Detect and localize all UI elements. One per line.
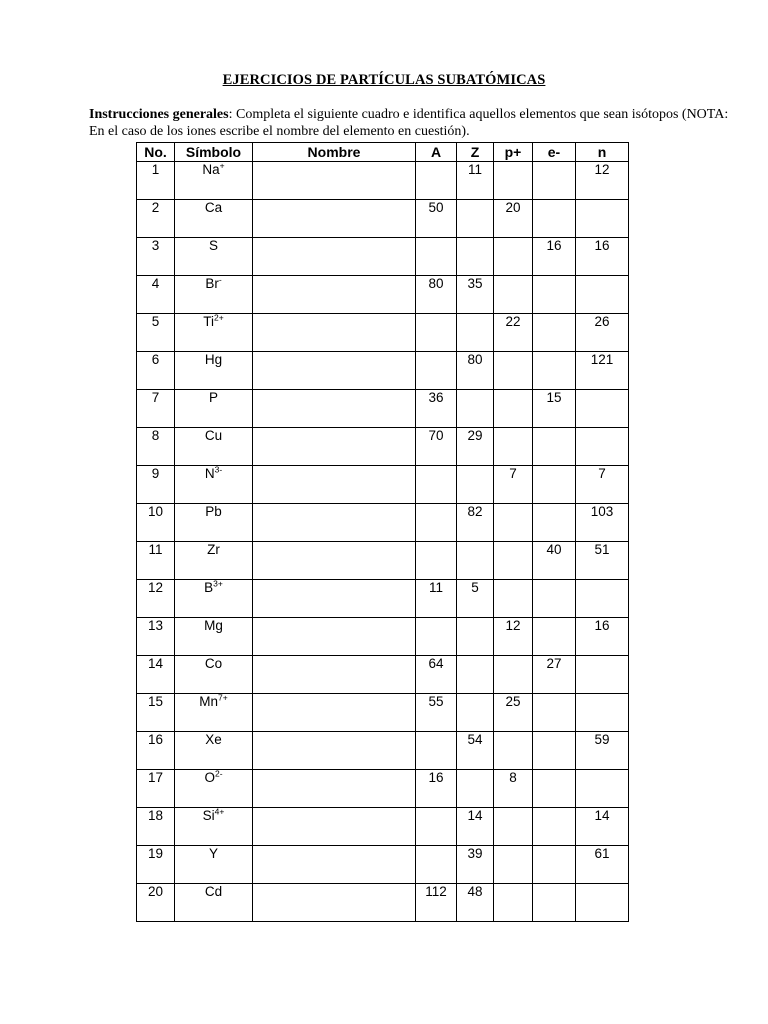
row-z-cell[interactable] [457,238,494,276]
row-symbol [175,504,253,542]
table-row [137,314,629,352]
row-electrons-cell[interactable] [533,200,576,238]
row-nombre-cell[interactable] [253,352,416,390]
row-number-text: 1 [151,162,160,177]
row-number [137,314,175,352]
table-row [137,162,629,200]
row-nombre-cell[interactable] [253,694,416,732]
protons-value: 22 [505,314,521,329]
row-neutrons-cell[interactable] [576,846,629,884]
table-row [137,504,629,542]
header-no: No. [137,143,175,162]
symbol-text: Co [204,656,223,671]
row-neutrons-cell[interactable] [576,352,629,390]
charge-superscript: 7+ [218,692,228,703]
row-number-text: 15 [147,694,164,709]
row-z-cell[interactable] [457,390,494,428]
row-z-cell[interactable] [457,352,494,390]
symbol-text: Pb [205,504,222,519]
symbol-text: Br [205,276,219,291]
row-electrons-cell[interactable] [533,466,576,504]
instructions-paragraph [89,107,729,140]
row-a-cell[interactable] [416,846,457,884]
table-row [137,732,629,770]
a-value: 16 [428,770,444,785]
charge-superscript: 2+ [214,312,224,323]
symbol-text: Mn [199,694,219,709]
row-number-text: 7 [151,390,160,405]
table-row [137,428,629,466]
z-value: 29 [467,428,483,443]
row-electrons-cell[interactable] [533,656,576,694]
row-nombre-cell[interactable] [253,504,416,542]
header-protons: p+ [494,143,533,162]
row-electrons-cell[interactable] [533,276,576,314]
row-neutrons-cell[interactable] [576,580,629,618]
neutrons-value: 103 [590,504,614,519]
row-symbol [175,428,253,466]
a-value: 64 [428,656,444,671]
row-protons-cell[interactable] [494,390,533,428]
particles-table [136,142,629,922]
row-z-cell[interactable] [457,656,494,694]
z-value: 80 [467,352,483,367]
a-value: 36 [428,390,444,405]
row-electrons-cell[interactable] [533,542,576,580]
row-z-cell[interactable] [457,580,494,618]
row-z-cell[interactable] [457,162,494,200]
row-electrons-cell[interactable] [533,884,576,922]
row-nombre-cell[interactable] [253,428,416,466]
symbol-text: S [208,238,218,253]
row-z-cell[interactable] [457,846,494,884]
row-protons-cell[interactable] [494,542,533,580]
row-a-cell[interactable] [416,770,457,808]
neutrons-value: 26 [594,314,610,329]
z-value: 11 [467,162,482,177]
row-electrons-cell[interactable] [533,352,576,390]
row-neutrons-cell[interactable] [576,428,629,466]
row-z-cell[interactable] [457,884,494,922]
row-z-cell[interactable] [457,276,494,314]
row-a-cell[interactable] [416,732,457,770]
z-value: 35 [467,276,483,291]
row-nombre-cell[interactable] [253,884,416,922]
row-symbol [175,162,253,200]
row-number [137,276,175,314]
row-z-cell[interactable] [457,694,494,732]
row-symbol [175,352,253,390]
row-protons-cell[interactable] [494,504,533,542]
z-value: 5 [471,580,479,595]
row-nombre-cell[interactable] [253,276,416,314]
electrons-value: 40 [546,542,562,557]
table-row [137,542,629,580]
row-electrons-cell[interactable] [533,694,576,732]
header-z: Z [457,143,494,162]
row-a-cell[interactable] [416,466,457,504]
row-symbol [175,694,253,732]
row-number [137,694,175,732]
z-value: 39 [467,846,483,861]
row-z-cell[interactable] [457,428,494,466]
row-number-text: 10 [147,504,164,519]
protons-value: 7 [509,466,517,481]
row-a-cell[interactable] [416,162,457,200]
row-protons-cell[interactable] [494,238,533,276]
neutrons-value: 12 [594,162,610,177]
a-value: 70 [428,428,444,443]
row-number [137,428,175,466]
row-electrons-cell[interactable] [533,162,576,200]
row-neutrons-cell[interactable] [576,618,629,656]
row-electrons-cell[interactable] [533,504,576,542]
row-symbol [175,276,253,314]
protons-value: 12 [505,618,521,633]
row-electrons-cell[interactable] [533,428,576,466]
instructions-text: : Completa el siguiente cuadro e identifica aquellos elementos que sean isótopos (NOTA: En el caso de los iones escribe el nombre del elemento en cuestión). [89,107,729,139]
row-protons-cell[interactable] [494,314,533,352]
row-neutrons-cell[interactable] [576,276,629,314]
row-neutrons-cell[interactable] [576,504,629,542]
row-number [137,542,175,580]
header-a: A [416,143,457,162]
symbol-text: Na [202,162,220,177]
row-number-text: 11 [148,542,163,557]
row-symbol [175,656,253,694]
row-electrons-cell[interactable] [533,808,576,846]
symbol-text: Hg [204,352,223,367]
row-number-text: 2 [151,200,160,215]
header-neutrons: n [576,143,629,162]
row-protons-cell[interactable] [494,200,533,238]
row-a-cell[interactable] [416,428,457,466]
row-nombre-cell[interactable] [253,732,416,770]
row-a-cell[interactable] [416,200,457,238]
row-a-cell[interactable] [416,314,457,352]
row-number [137,390,175,428]
row-a-cell[interactable] [416,694,457,732]
table-row [137,238,629,276]
table-row [137,276,629,314]
table-row [137,580,629,618]
symbol-text: Ti [203,314,215,329]
row-protons-cell[interactable] [494,618,533,656]
symbol-text: B [204,580,214,595]
row-number [137,504,175,542]
row-a-cell[interactable] [416,618,457,656]
row-a-cell[interactable] [416,542,457,580]
row-symbol [175,770,253,808]
row-a-cell[interactable] [416,276,457,314]
row-symbol [175,466,253,504]
table-row [137,808,629,846]
neutrons-value: 51 [594,542,610,557]
protons-value: 25 [505,694,521,709]
row-number [137,732,175,770]
row-symbol [175,542,253,580]
row-symbol [175,884,253,922]
row-number-text: 9 [151,466,160,481]
row-nombre-cell[interactable] [253,466,416,504]
row-number [137,352,175,390]
table-row [137,390,629,428]
symbol-text: P [208,390,218,405]
row-protons-cell[interactable] [494,884,533,922]
row-z-cell[interactable] [457,770,494,808]
neutrons-value: 16 [594,238,610,253]
charge-superscript: 3+ [213,578,223,589]
row-protons-cell[interactable] [494,352,533,390]
row-number-text: 19 [147,846,164,861]
row-number [137,162,175,200]
row-neutrons-cell[interactable] [576,200,629,238]
row-nombre-cell[interactable] [253,200,416,238]
row-number-text: 18 [147,808,164,823]
row-neutrons-cell[interactable] [576,808,629,846]
row-number [137,846,175,884]
row-nombre-cell[interactable] [253,580,416,618]
row-a-cell[interactable] [416,390,457,428]
row-number-text: 3 [151,238,160,253]
table-row [137,200,629,238]
row-number [137,238,175,276]
row-z-cell[interactable] [457,504,494,542]
row-nombre-cell[interactable] [253,238,416,276]
row-number-text: 5 [151,314,160,329]
protons-value: 8 [509,770,517,785]
row-z-cell[interactable] [457,808,494,846]
row-neutrons-cell[interactable] [576,770,629,808]
protons-value: 20 [505,200,521,215]
row-number [137,618,175,656]
row-nombre-cell[interactable] [253,390,416,428]
table-row [137,656,629,694]
symbol-text: Xe [205,732,222,747]
row-neutrons-cell[interactable] [576,390,629,428]
table-row [137,618,629,656]
symbol-text: Si [202,808,215,823]
row-nombre-cell[interactable] [253,808,416,846]
row-z-cell[interactable] [457,732,494,770]
row-protons-cell[interactable] [494,656,533,694]
page-title: EJERCICIOS DE PARTÍCULAS SUBATÓMICAS [222,72,546,88]
z-value: 82 [467,504,483,519]
row-neutrons-cell[interactable] [576,732,629,770]
a-value: 50 [428,200,444,215]
row-z-cell[interactable] [457,542,494,580]
neutrons-value: 7 [598,466,606,481]
row-symbol [175,732,253,770]
table-row [137,770,629,808]
table-header-row [137,143,629,162]
row-protons-cell[interactable] [494,580,533,618]
z-value: 54 [467,732,483,747]
row-number [137,884,175,922]
header-electrons: e- [533,143,576,162]
row-electrons-cell[interactable] [533,238,576,276]
row-symbol [175,846,253,884]
row-nombre-cell[interactable] [253,656,416,694]
row-number [137,808,175,846]
a-value: 55 [428,694,444,709]
row-a-cell[interactable] [416,238,457,276]
row-neutrons-cell[interactable] [576,884,629,922]
row-protons-cell[interactable] [494,162,533,200]
row-z-cell[interactable] [457,466,494,504]
symbol-text: Y [208,846,218,861]
row-electrons-cell[interactable] [533,770,576,808]
row-z-cell[interactable] [457,618,494,656]
row-number-text: 6 [151,352,160,367]
row-symbol [175,314,253,352]
z-value: 48 [467,884,483,899]
row-number-text: 14 [147,656,164,671]
row-number [137,656,175,694]
row-neutrons-cell[interactable] [576,542,629,580]
neutrons-value: 14 [594,808,610,823]
row-symbol [175,200,253,238]
z-value: 14 [467,808,483,823]
row-a-cell[interactable] [416,504,457,542]
row-z-cell[interactable] [457,200,494,238]
row-a-cell[interactable] [416,884,457,922]
row-protons-cell[interactable] [494,808,533,846]
a-value: 112 [425,884,447,899]
row-neutrons-cell[interactable] [576,314,629,352]
row-number-text: 16 [147,732,164,747]
row-neutrons-cell[interactable] [576,694,629,732]
symbol-text: Mg [204,618,223,633]
row-protons-cell[interactable] [494,466,533,504]
row-neutrons-cell[interactable] [576,162,629,200]
symbol-text: Ca [204,200,223,215]
row-neutrons-cell[interactable] [576,238,629,276]
row-protons-cell[interactable] [494,694,533,732]
row-number [137,770,175,808]
row-a-cell[interactable] [416,656,457,694]
row-symbol [175,390,253,428]
row-a-cell[interactable] [416,580,457,618]
row-symbol [175,580,253,618]
row-symbol [175,618,253,656]
header-simbolo: Símbolo [175,143,253,162]
row-number-text: 20 [147,884,164,899]
charge-superscript: - [218,274,222,285]
row-symbol [175,238,253,276]
charge-superscript: 3- [214,464,223,475]
row-nombre-cell[interactable] [253,770,416,808]
neutrons-value: 59 [594,732,610,747]
row-neutrons-cell[interactable] [576,656,629,694]
row-electrons-cell[interactable] [533,846,576,884]
charge-superscript: 4+ [214,806,225,817]
charge-superscript: 2- [214,768,223,779]
row-electrons-cell[interactable] [533,580,576,618]
row-protons-cell[interactable] [494,770,533,808]
neutrons-value: 121 [590,352,614,367]
row-number-text: 12 [147,580,164,595]
row-nombre-cell[interactable] [253,618,416,656]
row-protons-cell[interactable] [494,846,533,884]
row-z-cell[interactable] [457,314,494,352]
electrons-value: 27 [546,656,562,671]
row-symbol [175,808,253,846]
neutrons-value: 16 [594,618,610,633]
row-electrons-cell[interactable] [533,390,576,428]
row-electrons-cell[interactable] [533,732,576,770]
table-row [137,352,629,390]
neutrons-value: 61 [594,846,610,861]
row-neutrons-cell[interactable] [576,466,629,504]
row-protons-cell[interactable] [494,428,533,466]
electrons-value: 15 [546,390,562,405]
row-protons-cell[interactable] [494,732,533,770]
table-row [137,694,629,732]
row-a-cell[interactable] [416,808,457,846]
row-number [137,580,175,618]
symbol-text: Cu [204,428,223,443]
table-row [137,884,629,922]
symbol-text: Zr [207,542,220,557]
charge-superscript: + [219,160,225,171]
row-nombre-cell[interactable] [253,162,416,200]
row-protons-cell[interactable] [494,276,533,314]
row-number-text: 17 [147,770,164,785]
row-number-text: 4 [151,276,160,291]
symbol-text: N [204,466,215,481]
header-nombre: Nombre [253,143,416,162]
row-a-cell[interactable] [416,352,457,390]
table-row [137,846,629,884]
a-value: 11 [428,580,443,595]
row-nombre-cell[interactable] [253,542,416,580]
row-electrons-cell[interactable] [533,314,576,352]
row-electrons-cell[interactable] [533,618,576,656]
table-row [137,466,629,504]
a-value: 80 [428,276,444,291]
row-nombre-cell[interactable] [253,846,416,884]
row-number [137,200,175,238]
symbol-text: O [204,770,215,785]
row-number [137,466,175,504]
symbol-text: Cd [204,884,223,899]
row-number-text: 13 [147,618,164,633]
instructions-lead: Instrucciones generales [89,107,229,122]
electrons-value: 16 [546,238,562,253]
row-number-text: 8 [151,428,160,443]
row-nombre-cell[interactable] [253,314,416,352]
